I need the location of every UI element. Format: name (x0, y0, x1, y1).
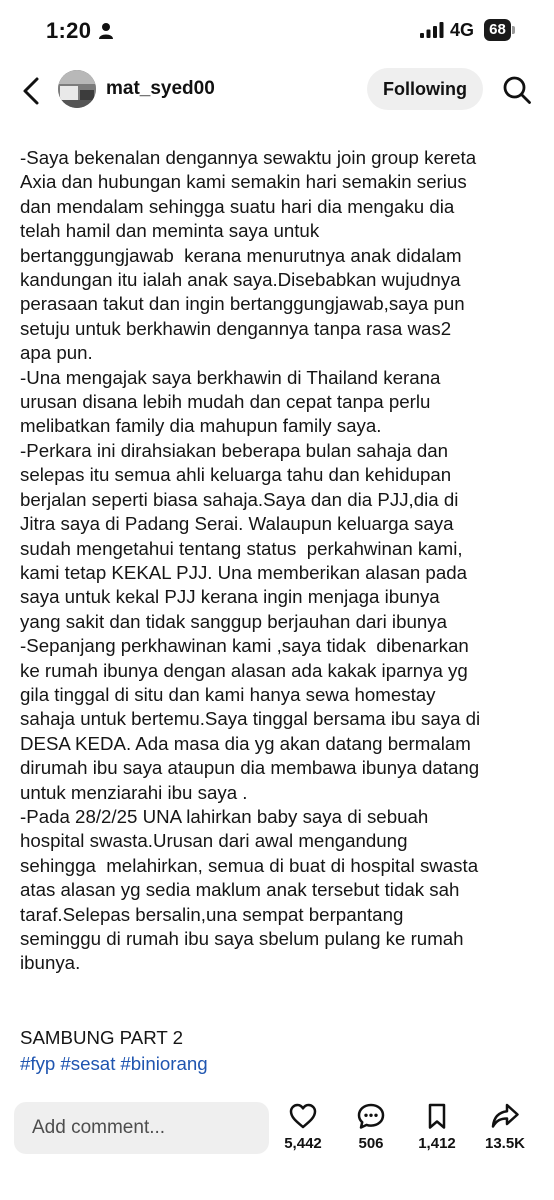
comment-button[interactable] (339, 1102, 403, 1158)
signal-icon (420, 22, 444, 38)
status-bar (0, 0, 554, 62)
back-arrow-icon[interactable] (18, 76, 46, 106)
save-count: 1,412 (418, 1135, 456, 1152)
avatar[interactable] (58, 70, 96, 108)
share-button[interactable] (473, 1102, 537, 1158)
part-label: SAMBUNG PART 2 (20, 1027, 184, 1048)
hashtag-biniorang[interactable]: #biniorang (120, 1053, 208, 1074)
share-arrow-icon (490, 1102, 520, 1130)
comment-count: 506 (358, 1135, 384, 1152)
search-icon[interactable] (502, 75, 532, 105)
save-button[interactable] (405, 1102, 469, 1158)
battery-level: 68 (484, 19, 511, 41)
comment-input[interactable] (14, 1102, 269, 1154)
post-header (0, 62, 554, 122)
hashtag-fyp[interactable]: #fyp (20, 1053, 56, 1074)
like-count: 5,442 (284, 1135, 322, 1152)
username[interactable]: mat_syed00 (106, 78, 215, 99)
post-body-text: -Saya bekenalan dengannya sewaktu join group kereta Axia dan hubungan kami semakin hari semakin serius dan mendalam sehingga suatu hari dia mengaku dia telah hamil dan meminta saya untuk bertanggungjawab kerana menurutnya anak didalam kandungan itu ialah anak saya.Disebabkan wujudnya perasaan takut dan ingin bertanggungjawab,saya pun setuju untuk berkhawin dengannya tanpa rasa was2 apa pun. -Una mengajak saya berkhawin di Thailand kerana urusan disana lebih mudah dan cepat tanpa perlu melibatkan family dia mahupun family saya. -Perkara ini dirahsiakan beberapa bulan sahaja dan selepas itu semua ahli keluarga tahu dan kehidupan berjalan seperti biasa sahaja.Saya dan dia PJJ,dia di Jitra saya di Padang Serai. Walaupun keluarga saya sudah mengetahui tentang status perkahwinan kami, kami tetap KEKAL PJJ. Una memberikan alasan pada saya untuk kekal PJJ kerana ingin menjaga ibunya yang sakit dan tidak sanggup berjauhan dari ibunya -Sepanjang perkhawinan kami ,saya tidak dibenarkan ke rumah ibunya dengan alasan ada kakak iparnya yg gila tinggal di situ dan kami hanya sewa homestay sahaja untuk bertemu.Saya tinggal bersama ibu saya di DESA KEDA. Ada masa dia yg akan datang bermalam dirumah ibu saya ataupun dia membawa ibunya datang untuk menziarahi ibu saya . -Pada 28/2/25 UNA lahirkan baby saya di sebuah hospital swasta.Urusan dari awal mengandung sehingga melahirkan, semua di buat di hospital swasta atas alasan yg sedia maklum anak tersebut tidak sah taraf.Selepas bersalin,una sempat berpantang seminggu di rumah ibu saya sbelum pulang ke rumah ibunya. (20, 147, 481, 974)
hashtag-list (20, 1053, 213, 1075)
battery-cap (512, 26, 515, 34)
heart-icon (288, 1102, 318, 1130)
following-button[interactable]: Following (367, 68, 483, 110)
bookmark-icon (422, 1102, 452, 1130)
share-count: 13.5K (484, 1135, 526, 1152)
like-button[interactable] (271, 1102, 335, 1158)
person-icon (98, 22, 114, 40)
network-label: 4G (450, 20, 475, 40)
comment-bubble-icon (356, 1102, 386, 1130)
status-time: 1:20 (46, 18, 92, 43)
hashtag-sesat[interactable]: #sesat (60, 1053, 116, 1074)
engagement-bar (0, 1090, 554, 1200)
avatar-image (58, 70, 96, 108)
battery-icon (484, 19, 514, 41)
